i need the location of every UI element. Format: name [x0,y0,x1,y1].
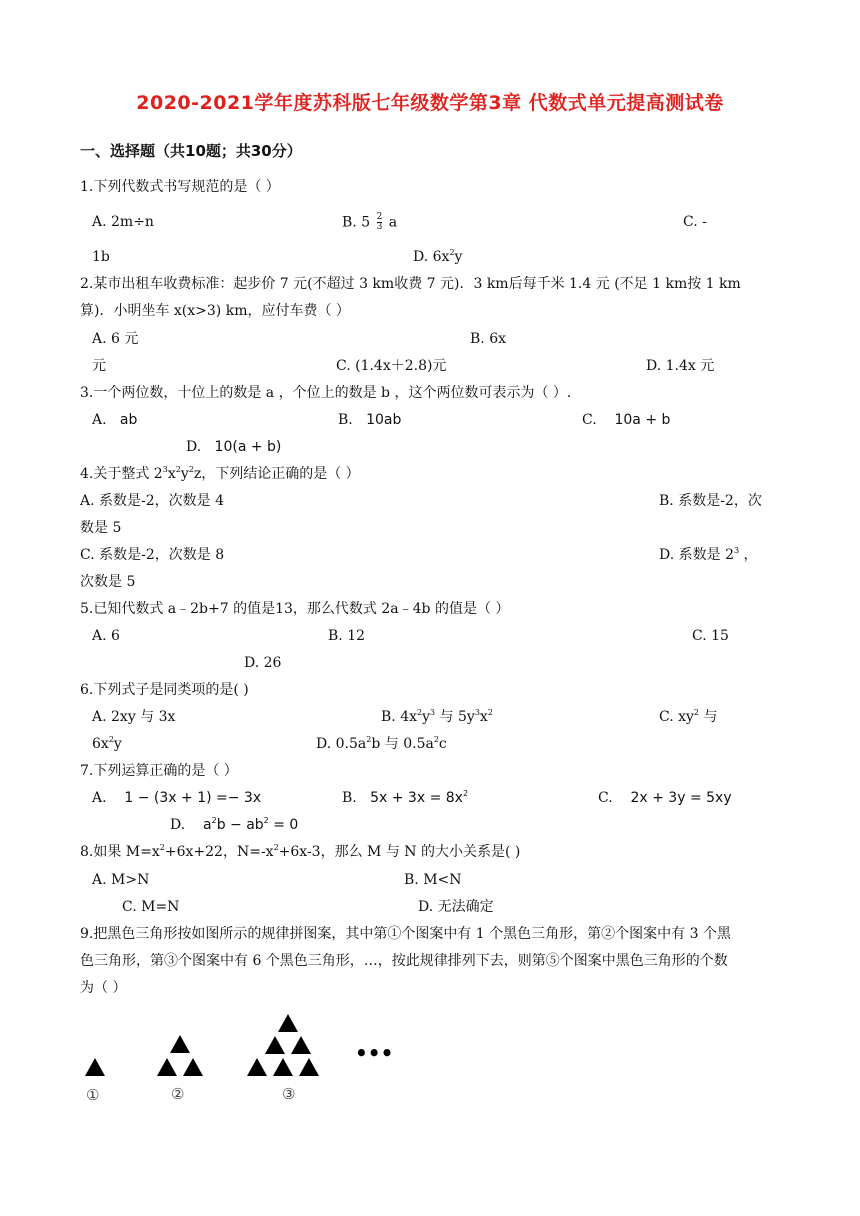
q8-option-a[interactable]: A. M>N [92,872,150,888]
q7-option-d[interactable]: D. $a^2b - ab^2 = 0$ [170,816,299,833]
q6-option-d[interactable]: D. $0.5a^2b$ 与 $0.5a^2c$ [316,735,447,752]
pattern-label-2: ② [171,1085,185,1103]
q2-option-b[interactable]: B. 6x [470,331,506,347]
question-2-line2: 算)．小明坐车 x(x>3) km，应付车费（ ） [80,303,350,319]
q1-option-b[interactable] [342,213,397,232]
q5-option-c[interactable]: C. 15 [692,628,729,644]
q6-option-c[interactable]: C. $xy^2$ 与 [659,708,718,725]
q3-option-c[interactable]: C. 10a + b [582,412,671,428]
black-triangle [183,1058,203,1076]
triangle-pattern-figure [80,1008,400,1108]
q4-option-d-cont: 次数是 5 [80,574,136,590]
q7-option-b[interactable]: B. $5x + 3x = 8x^2$ [342,789,469,806]
q2-option-c[interactable]: C. (1.4x＋2.8)元 [336,358,447,374]
q5-option-b[interactable]: B. 12 [328,628,366,644]
q4-option-a[interactable]: A. 系数是-2，次数是 4 [80,493,225,509]
q1-option-d[interactable]: D. $6x^2y$ [413,248,463,265]
question-8-stem: 8.如果 $M=x^2+6x+22$，$N=-x^2+6x-3$，那么 M 与 N 的大小关系是( ) [80,843,521,860]
question-3-stem: 3.一个两位数，十位上的数是 a ，个位上的数是 b ，这个两位数可表示为（ ）. [80,385,572,401]
fraction: $\frac{2}{3}$ [376,212,383,232]
q4-option-b[interactable]: B. 系数是-2，次 [659,493,762,509]
q4-option-b-cont: 数是 5 [80,520,122,536]
question-6-stem: 6.下列式子是同类项的是( ) [80,682,249,698]
q7-option-a[interactable]: A. 1 − (3x + 1) =− 3x [92,790,262,806]
q2-option-b-cont: 元 [92,358,106,374]
q4-option-d[interactable]: D. 系数是 $2^3$ ， [659,546,758,563]
q1-b-int: B. 5 [342,214,371,231]
question-9-line1: 9.把黑色三角形按如图所示的规律拼图案，其中第①个图案中有 1 个黑色三角形，第②个图案中有 3 个黑 [80,926,731,942]
q1-b-var: a [388,214,398,231]
q8-option-b[interactable]: B. M<N [404,872,462,888]
q8-option-d[interactable]: D. 无法确定 [418,899,494,915]
q2-option-a[interactable]: A. 6 元 [92,331,139,347]
q8-option-c[interactable]: C. M=N [122,899,180,915]
q1-option-c[interactable]: C. - [683,214,707,230]
q7-option-c[interactable]: C. 2x + 3y = 5xy [598,790,732,806]
black-triangle [170,1035,190,1053]
black-triangle [157,1058,177,1076]
q6-option-b[interactable]: B. $4x^2y^3$ 与 $5y^3x^2$ [381,708,493,725]
question-9-line2: 色三角形，第③个图案中有 6 个黑色三角形，…，按此规律排列下去，则第⑤个图案中黑色三角形的个数 [80,953,728,969]
black-triangle [299,1058,319,1076]
q1-option-a[interactable]: A. 2m÷n [92,214,154,230]
pattern-label-3: ③ [282,1085,296,1103]
q3-option-b[interactable]: B. 10ab [338,412,402,428]
black-triangle [273,1058,293,1076]
q3-option-d[interactable]: D. 10(a + b) [186,439,282,455]
pattern-label-1: ① [86,1086,100,1104]
q5-option-a[interactable]: A. 6 [92,628,120,644]
q4-option-c[interactable]: C. 系数是-2，次数是 8 [80,547,225,563]
q2-option-d[interactable]: D. 1.4x 元 [646,358,715,374]
q5-option-d[interactable]: D. 26 [244,655,282,671]
black-triangle [278,1014,298,1032]
q3-option-a[interactable]: A. ab [92,412,138,428]
ellipsis-dots: ••• [355,1041,394,1065]
question-1-stem: 1.下列代数式书写规范的是（ ） [80,179,280,195]
question-9-line3: 为（ ） [80,980,127,996]
black-triangle [291,1036,311,1054]
q6-option-c-cont: $6x^2y$ [92,735,122,752]
question-2-line1: 2.某市出租车收费标准：起步价 7 元(不超过 3 km收费 7 元)．3 km后每千米 1.4 元 (不足 1 km按 1 km [80,276,741,292]
q1-option-c-cont: 1b [92,249,110,265]
black-triangle [85,1058,105,1076]
question-7-stem: 7.下列运算正确的是（ ） [80,763,238,779]
black-triangle [247,1058,267,1076]
page-title: 2020-2021学年度苏科版七年级数学第3章 代数式单元提高测试卷 [136,92,724,114]
question-4-stem: 4.关于整式 $2^3x^2y^2z$，下列结论正确的是（ ） [80,465,360,482]
black-triangle [265,1036,285,1054]
question-5-stem: 5.已知代数式 a﹣2b+7 的值是13，那么代数式 2a﹣4b 的值是（ ） [80,601,510,617]
section-heading: 一、选择题（共10题；共30分） [80,142,302,160]
q6-option-a[interactable]: A. 2xy 与 3x [92,709,176,725]
